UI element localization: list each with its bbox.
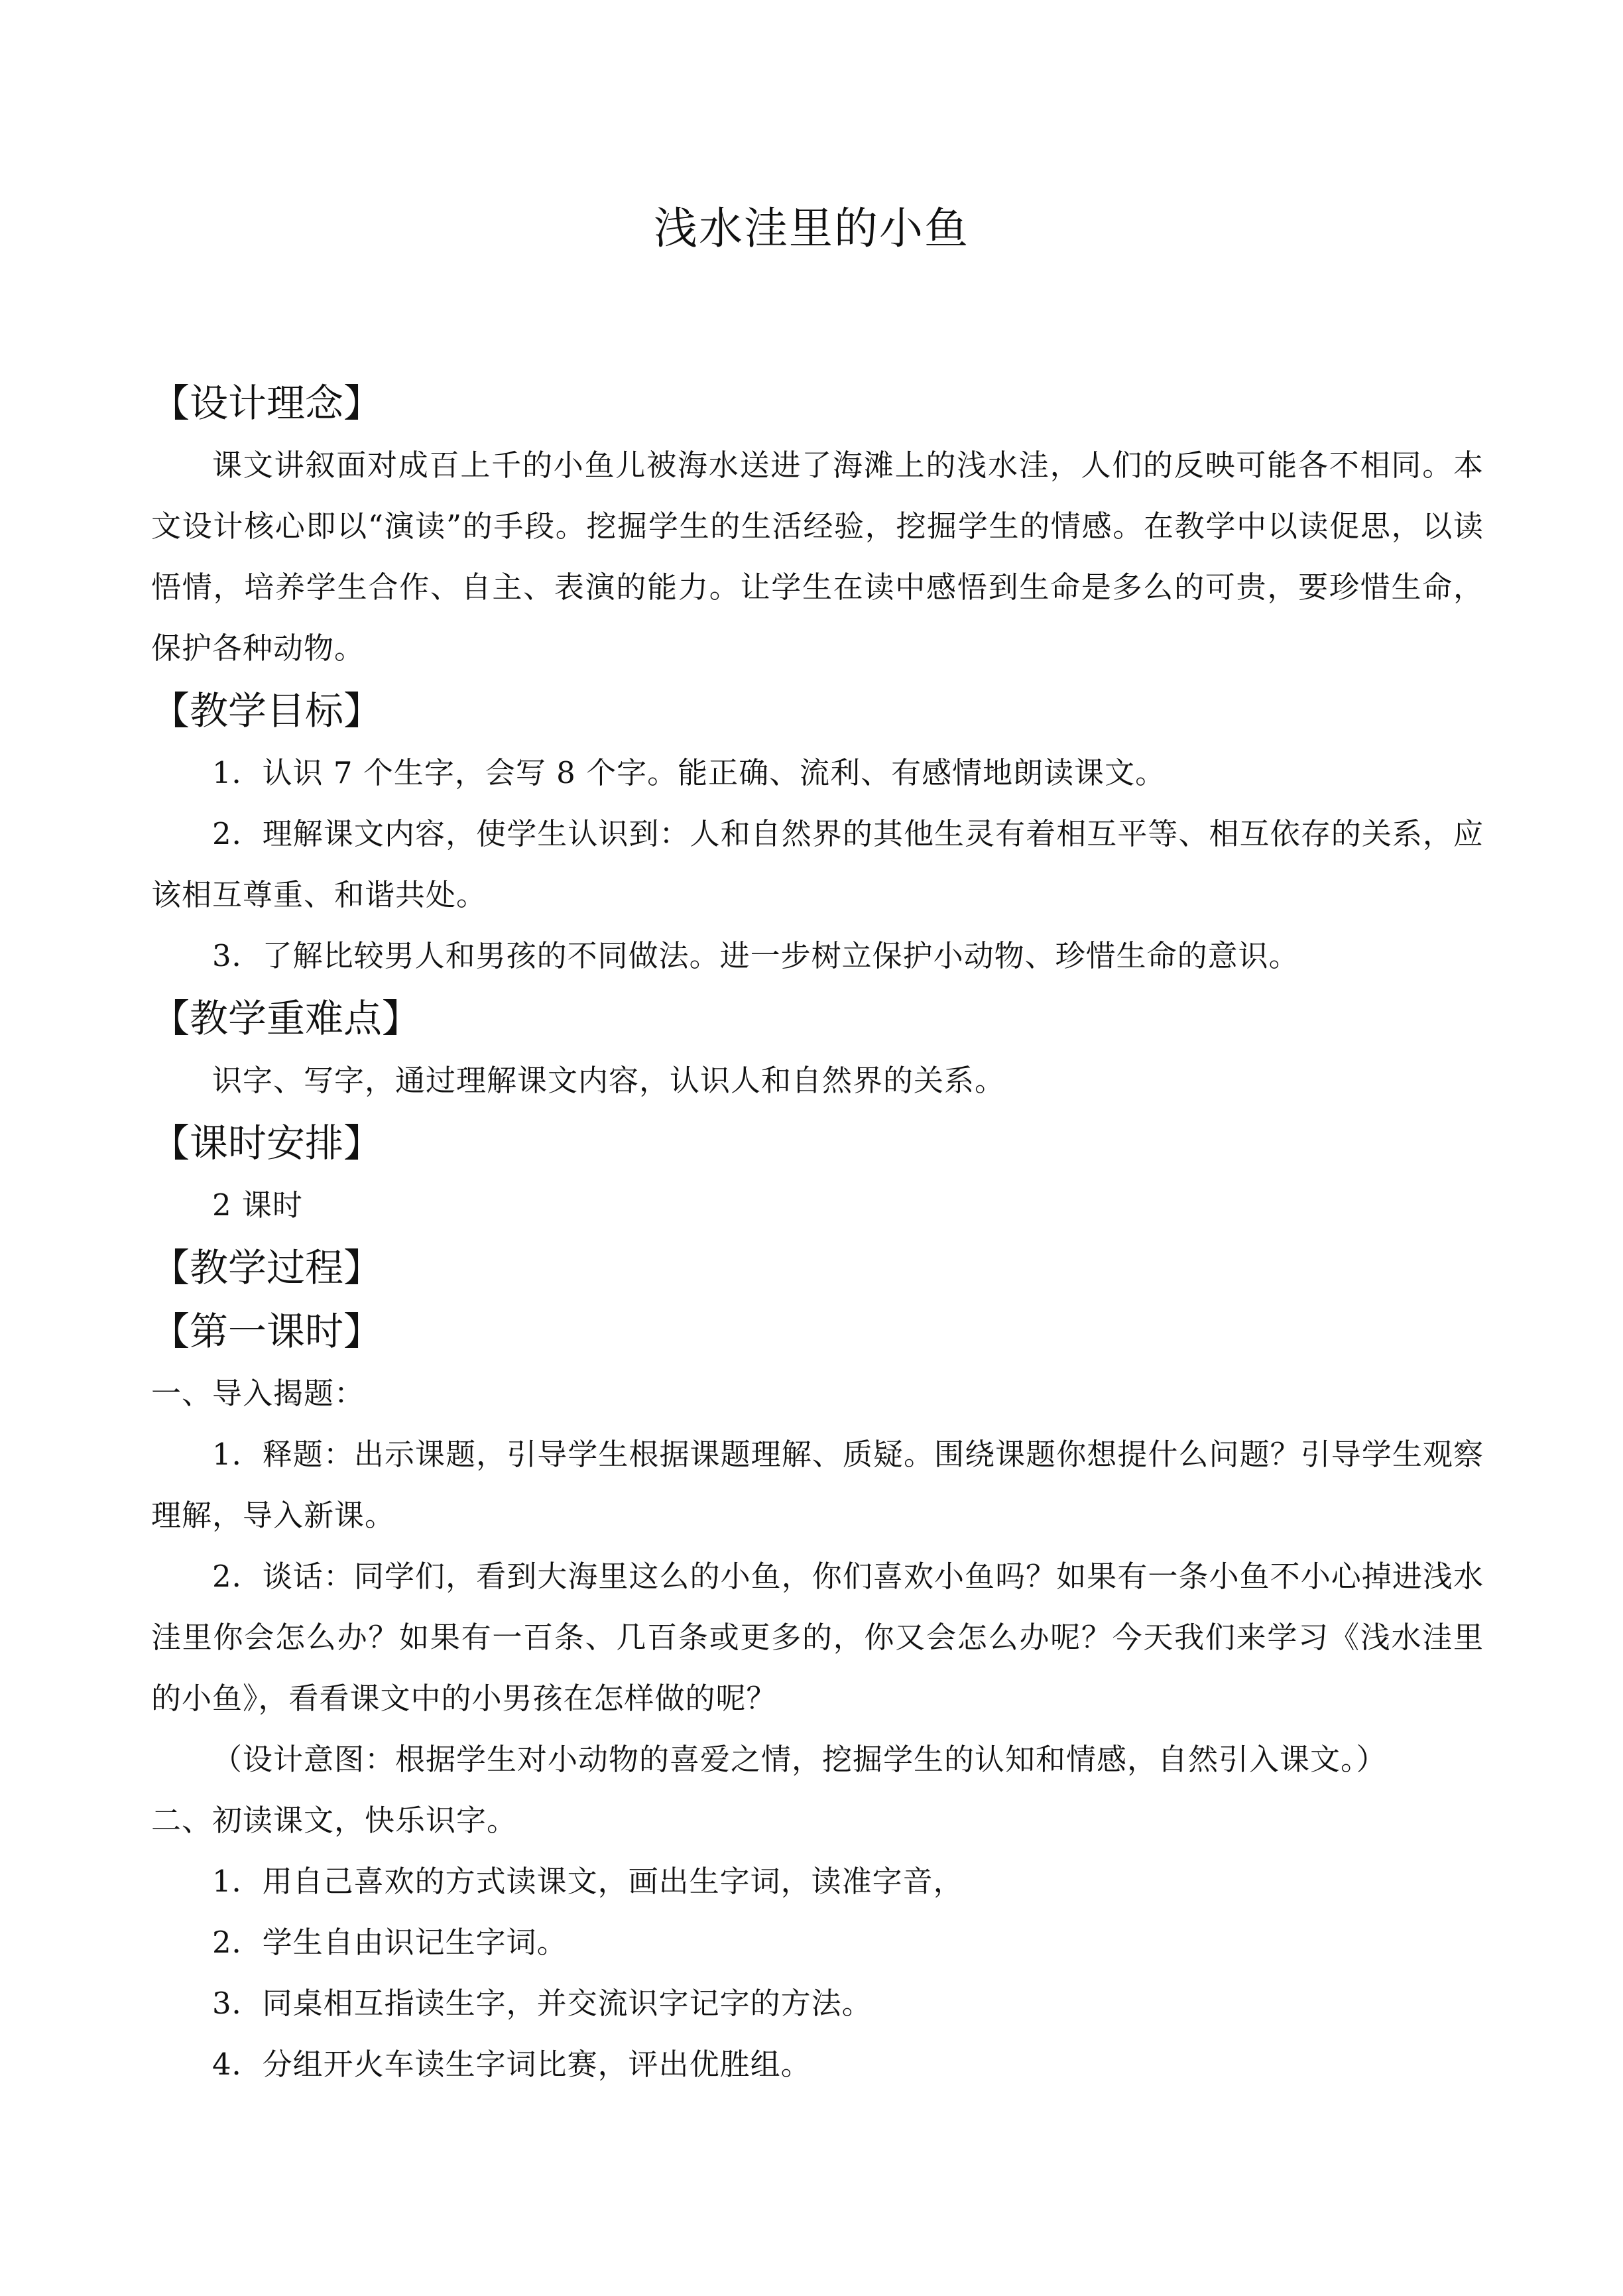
paragraph-reading-4: 4．分组开火车读生字词比赛，评出优胜组。 [212, 2047, 812, 2082]
section-heading-schedule: 【课时安排】 [151, 1120, 383, 1166]
subheading-introduction: 一、导入揭题： [151, 1376, 365, 1411]
section-heading-teaching-process: 【教学过程】 [151, 1245, 383, 1290]
paragraph-goal-1: 1．认识 7 个生字，会写 8 个字。能正确、流利、有感情地朗读课文。 [212, 755, 1166, 790]
paragraph-reading-1: 1．用自己喜欢的方式读课文，画出生字词，读准字音， [212, 1864, 964, 1899]
paragraph-design-intent: （设计意图：根据学生对小动物的喜爱之情，挖掘学生的认知和情感，自然引入课文。） [212, 1742, 1387, 1777]
subheading-first-reading: 二、初读课文，快乐识字。 [151, 1803, 518, 1838]
document-title: 浅水洼里的小鱼 [654, 203, 969, 254]
section-heading-teaching-goals: 【教学目标】 [151, 688, 383, 733]
section-heading-first-lesson: 【第一课时】 [151, 1309, 383, 1354]
paragraph-reading-3: 3．同桌相互指读生字，并交流识字记字的方法。 [212, 1986, 872, 2021]
paragraph-schedule: 2 课时 [212, 1187, 303, 1223]
paragraph-goal-3: 3．了解比较男人和男孩的不同做法。进一步树立保护小动物、珍惜生命的意识。 [212, 938, 1299, 973]
paragraph-key-points: 识字、写字，通过理解课文内容，认识人和自然界的关系。 [212, 1063, 1006, 1098]
section-heading-key-points: 【教学重难点】 [151, 996, 421, 1041]
document-body [151, 371, 1484, 2095]
section-heading-design-concept: 【设计理念】 [151, 381, 383, 426]
paragraph-goal-2: 2．理解课文内容，使学生认识到：人和自然界的其他生灵有着相互平等、相互依存的关系，应该相互尊重、和谐共处。 [151, 816, 1484, 912]
paragraph-reading-2: 2．学生自由识记生字词。 [212, 1925, 568, 1960]
paragraph-intro-1: 1．释题：出示课题，引导学生根据课题理解、质疑。围绕课题你想提什么问题？引导学生观察理解，导入新课。 [151, 1437, 1484, 1533]
paragraph-intro-2: 2．谈话：同学们，看到大海里这么的小鱼，你们喜欢小鱼吗？如果有一条小鱼不小心掉进浅水洼里你会怎么办？如果有一百条、几百条或更多的，你又会怎么办呢？今天我们来学习《浅水洼里的小鱼》，看看课文中的小男孩在怎样做的呢？ [151, 1559, 1484, 1716]
paragraph-design-concept: 课文讲叙面对成百上千的小鱼儿被海水送进了海滩上的浅水洼，人们的反映可能各不相同。本文设计核心即以“演读”的手段。挖掘学生的生活经验，挖掘学生的情感。在教学中以读促思，以读悟情，培养学生合作、自主、表演的能力。让学生在读中感悟到生命是多么的可贵，要珍惜生命，保护各种动物。 [151, 448, 1484, 666]
